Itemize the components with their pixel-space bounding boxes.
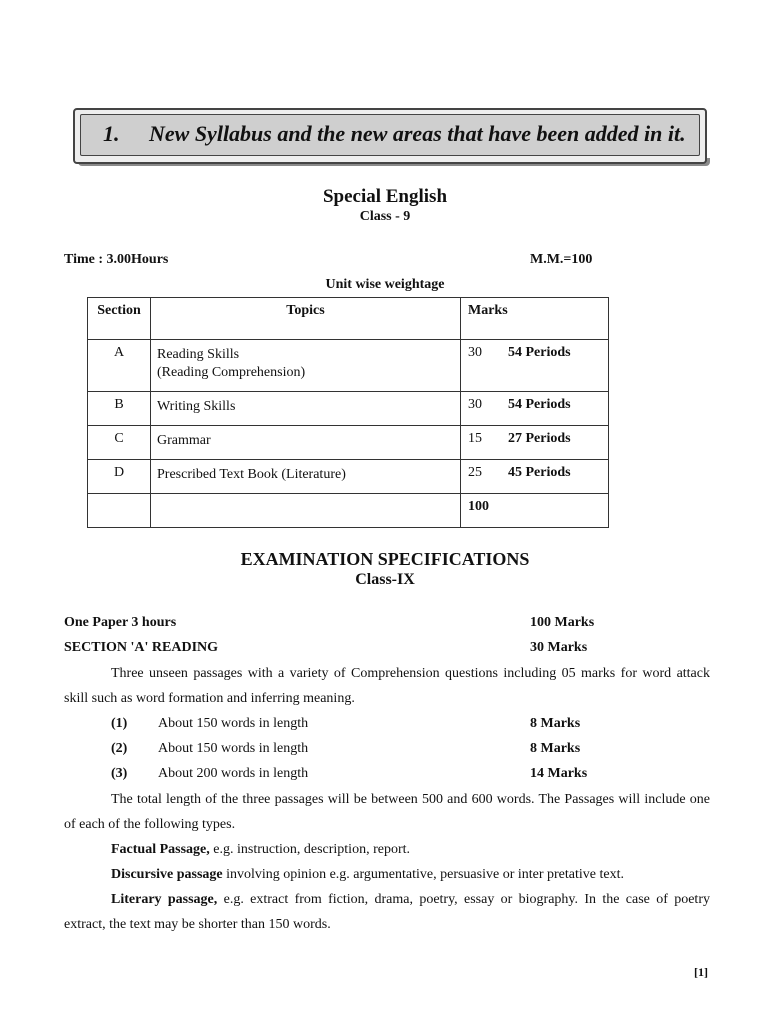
topic-line: Grammar: [157, 433, 211, 448]
time-label: Time : 3.00Hours: [64, 252, 169, 267]
marks-value: 25: [468, 465, 482, 480]
item-number: (2): [111, 741, 128, 756]
subject-title: Special English: [322, 186, 448, 207]
literary-paragraph: [64, 887, 710, 937]
item-text: About 150 words in length: [158, 716, 309, 731]
table-caption: Unit wise weightage: [325, 277, 445, 292]
weightage-table: [87, 297, 609, 528]
row-section: D: [88, 460, 151, 494]
item-text: About 200 words in length: [158, 766, 309, 781]
total-length-paragraph: The total length of the three passages will be between 500 and 600 words. The Passages will include one of each of the following types.: [64, 792, 710, 832]
section-a-label: SECTION 'A' READING: [64, 640, 219, 655]
row-topic: [151, 340, 461, 392]
row-section: B: [88, 392, 151, 426]
factual-label: Factual Passage,: [111, 842, 210, 857]
periods-value: 54 Periods: [508, 397, 571, 412]
table-row: [88, 392, 609, 426]
item-marks: 8 Marks: [530, 741, 581, 756]
periods-value: 54 Periods: [508, 345, 571, 360]
topic-line: Reading Skills: [157, 347, 240, 362]
page-number: [1]: [694, 965, 708, 979]
paper-marks: 100 Marks: [530, 615, 595, 630]
periods-value: 27 Periods: [508, 431, 571, 446]
total-empty-1: [88, 494, 151, 528]
row-section: C: [88, 426, 151, 460]
row-topic: [151, 392, 461, 426]
header-topics: Topics: [151, 298, 461, 340]
table-row: [88, 426, 609, 460]
total-value: 100: [468, 499, 489, 514]
row-topic: [151, 460, 461, 494]
factual-paragraph: [64, 837, 710, 862]
header-marks: Marks: [461, 298, 609, 340]
max-marks-label: M.M.=100: [530, 252, 593, 267]
banner-inner: [80, 114, 700, 156]
row-section: A: [88, 340, 151, 392]
literary-text: e.g. extract from fiction, drama, poetry, essay or biography. In the case of poetry extract, the text may be shorter than 150 words.: [64, 892, 710, 932]
banner-number: 1.: [103, 121, 120, 146]
discursive-label: Discursive passage: [111, 867, 223, 882]
exam-title: EXAMINATION SPECIFICATIONS: [240, 549, 530, 569]
banner-title: New Syllabus and the new areas that have been added in it.: [149, 121, 686, 146]
topic-line-2: (Reading Comprehension): [157, 365, 306, 380]
topic-line: Prescribed Text Book (Literature): [157, 467, 346, 482]
exam-class: Class-IX: [355, 571, 415, 588]
item-number: (3): [111, 766, 128, 781]
item-marks: 8 Marks: [530, 716, 581, 731]
table-row: [88, 340, 609, 392]
total-marks: [461, 494, 609, 528]
table-header-row: [88, 298, 609, 340]
factual-text: e.g. instruction, description, report.: [209, 842, 410, 857]
marks-value: 15: [468, 431, 482, 446]
section-a-marks: 30 Marks: [530, 640, 588, 655]
paper-label: One Paper 3 hours: [64, 615, 177, 630]
row-marks: [461, 340, 609, 392]
section-banner: [73, 108, 707, 164]
row-marks: [461, 426, 609, 460]
total-empty-2: [151, 494, 461, 528]
table-total-row: [88, 494, 609, 528]
row-topic: [151, 426, 461, 460]
intro-paragraph: Three unseen passages with a variety of Comprehension questions including 05 marks for word attack skill such as word formation and inferring meaning.: [64, 666, 710, 706]
row-marks: [461, 392, 609, 426]
table-row: [88, 460, 609, 494]
discursive-paragraph: [64, 862, 710, 887]
item-number: (1): [111, 716, 128, 731]
item-marks: 14 Marks: [530, 766, 588, 781]
topic-line: Writing Skills: [157, 399, 236, 414]
marks-value: 30: [468, 345, 482, 360]
class-label: Class - 9: [359, 209, 411, 224]
header-section: Section: [88, 298, 151, 340]
discursive-text: involving opinion e.g. argumentative, persuasive or inter pretative text.: [222, 867, 624, 882]
row-marks: [461, 460, 609, 494]
periods-value: 45 Periods: [508, 465, 571, 480]
literary-label: Literary passage,: [111, 892, 218, 907]
marks-value: 30: [468, 397, 482, 412]
item-text: About 150 words in length: [158, 741, 309, 756]
